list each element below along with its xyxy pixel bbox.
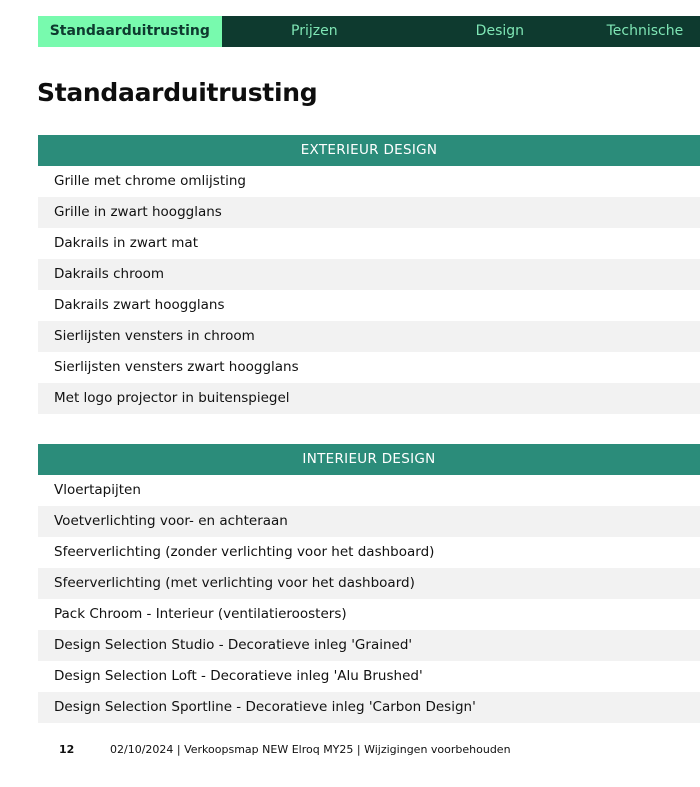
list-item: Voetverlichting voor- en achteraan bbox=[38, 506, 700, 537]
list-item: Pack Chroom - Interieur (ventilatieroosters) bbox=[38, 599, 700, 630]
list-item: Sierlijsten vensters in chroom bbox=[38, 321, 700, 352]
list-item: Sierlijsten vensters zwart hoogglans bbox=[38, 352, 700, 383]
tab-standaarduitrusting[interactable]: Standaarduitrusting bbox=[38, 16, 222, 47]
list-item: Design Selection Sportline - Decoratieve inleg 'Carbon Design' bbox=[38, 692, 700, 723]
equipment-list bbox=[38, 166, 700, 414]
list-item: Dakrails zwart hoogglans bbox=[38, 290, 700, 321]
list-item: Design Selection Studio - Decoratieve inleg 'Grained' bbox=[38, 630, 700, 661]
page-number: 12 bbox=[59, 743, 75, 756]
list-item: Sfeerverlichting (met verlichting voor het dashboard) bbox=[38, 568, 700, 599]
section-header: EXTERIEUR DESIGN bbox=[38, 135, 700, 166]
tab-design[interactable]: Design bbox=[407, 16, 593, 47]
list-item: Met logo projector in buitenspiegel bbox=[38, 383, 700, 414]
list-item: Dakrails in zwart mat bbox=[38, 228, 700, 259]
interior-design-section bbox=[38, 444, 700, 723]
footer-text: 02/10/2024 | Verkoopsmap NEW Elroq MY25 | Wijzigingen voorbehouden bbox=[110, 743, 511, 756]
list-item: Grille met chrome omlijsting bbox=[38, 166, 700, 197]
list-item: Grille in zwart hoogglans bbox=[38, 197, 700, 228]
tab-technische[interactable]: Technische bbox=[593, 16, 700, 47]
exterior-design-section bbox=[38, 135, 700, 414]
list-item: Dakrails chroom bbox=[38, 259, 700, 290]
section-header: INTERIEUR DESIGN bbox=[38, 444, 700, 475]
tab-prijzen[interactable]: Prijzen bbox=[222, 16, 408, 47]
section-tab-bar bbox=[38, 16, 700, 47]
list-item: Sfeerverlichting (zonder verlichting voor het dashboard) bbox=[38, 537, 700, 568]
equipment-list bbox=[38, 475, 700, 723]
list-item: Design Selection Loft - Decoratieve inleg 'Alu Brushed' bbox=[38, 661, 700, 692]
page-title: Standaarduitrusting bbox=[37, 78, 318, 107]
page-footer bbox=[59, 743, 511, 756]
list-item: Vloertapijten bbox=[38, 475, 700, 506]
